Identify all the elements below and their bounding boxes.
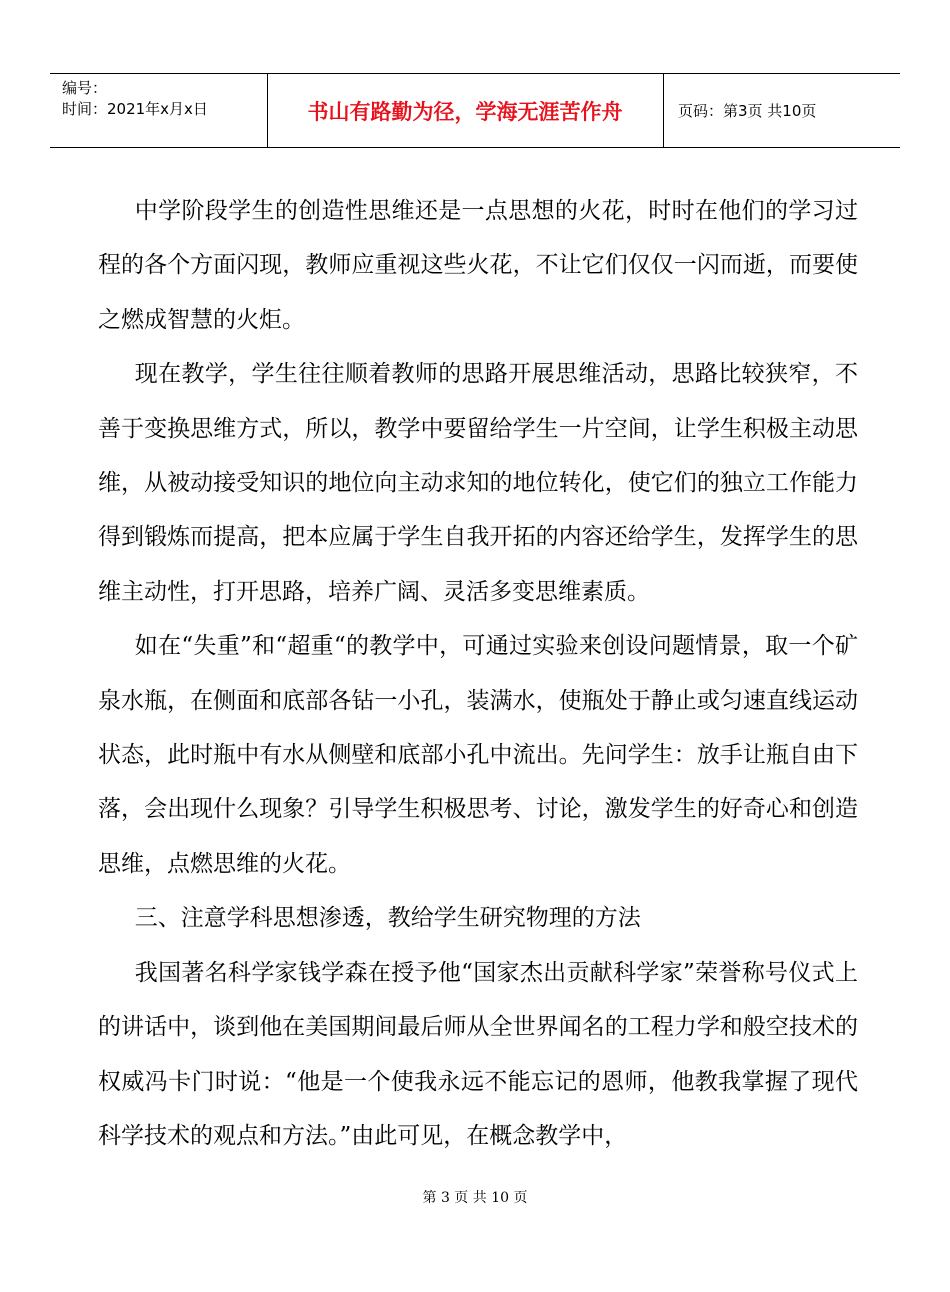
header-motto: 书山有路勤为径，学海无涯苦作舟 — [307, 99, 623, 124]
header-divider-right — [663, 74, 664, 147]
document-time-label: 时间：2021年x月x日 — [62, 100, 208, 118]
paragraph: 中学阶段学生的创造性思维还是一点思想的火花，时时在他们的学习过程的各个方面闪现，教师应重视这些火花，不让它们仅仅一闪而逝，而要使之燃成智慧的火炬。 — [98, 198, 858, 333]
section-heading: 三、注意学科思想渗透，教给学生研究物理的方法 — [134, 905, 641, 932]
paragraph: 现在教学，学生往往顺着教师的思路开展思维活动，思路比较狭窄，不善于变换思维方式，所以，教学中要留给学生一片空间，让学生积极主动思维，从被动接受知识的地位向主动求知的地位转化，使它们的独立工作能力得到锻炼而提高，把本应属于学生自我开拓的内容还给学生，发挥学生的思维主动性，打开思路，培养广阔、灵活多变思维素质。 — [98, 361, 858, 605]
header-page-number: 页码：第3页 共10页 — [678, 102, 817, 120]
document-body — [98, 184, 858, 1163]
paragraph: 我国著名科学家钱学森在授予他“国家杰出贡献科学家”荣誉称号仪式上的讲话中，谈到他在美国期间最后师从全世界闻名的工程力学和般空技术的权威冯卡门时说：“他是一个使我永远不能忘记的恩师，他教我掌握了现代科学技术的观点和方法。”由此可见，在概念教学中， — [98, 959, 858, 1149]
document-number-label: 编号： — [62, 79, 108, 97]
page-footer: 第 3 页 共 10 页 — [422, 1190, 528, 1206]
paragraph: 如在“失重”和“超重“的教学中，可通过实验来创设问题情景，取一个矿泉水瓶，在侧面和底部各钻一小孔，装满水，使瓶处于静止或匀速直线运动状态，此时瓶中有水从侧壁和底部小孔中流出。先问学生：放手让瓶自由下落，会出现什么现象？引导学生积极思考、讨论，激发学生的好奇心和创造思维，点燃思维的火花。 — [98, 633, 858, 877]
page-header — [50, 73, 900, 148]
header-meta — [62, 78, 208, 120]
